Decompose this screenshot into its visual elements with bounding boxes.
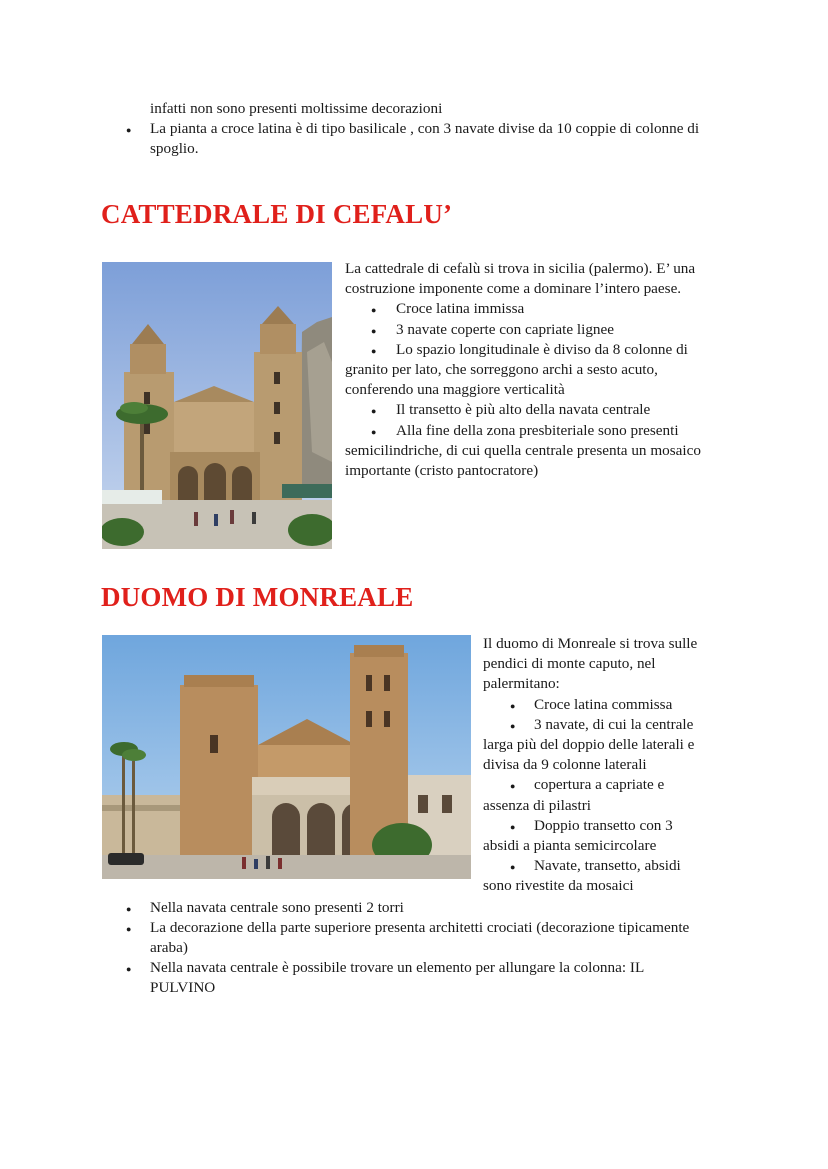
monreale-bullet: ● Nella navata centrale sono presenti 2 torri bbox=[150, 898, 710, 918]
monreale-bullet: ● Nella navata centrale è possibile trovare un elemento per allungare la colonna: IL PULVINO bbox=[150, 958, 710, 998]
monreale-heading: DUOMO DI MONREALE bbox=[101, 582, 414, 612]
monreale-item-continuation: absidi a pianta semicircolare bbox=[483, 837, 657, 855]
intro-continuation: infatti non sono presenti moltissime decorazioni bbox=[150, 100, 443, 117]
monreale-item: ● Doppio transetto con 3 bbox=[483, 816, 733, 836]
bullet-dot-icon: ● bbox=[510, 781, 516, 792]
bullet-dot-icon: ● bbox=[371, 305, 377, 316]
monreale-item: ● copertura a capriate e bbox=[483, 775, 733, 795]
monreale-bullet: ● La decorazione della parte superiore presenta architetti crociati (decorazione tipicamente araba) bbox=[150, 918, 710, 958]
monreale-item-continuation: larga più del doppio delle laterali e divisa da 9 colonne laterali bbox=[483, 736, 695, 774]
cefalu-intro: La cattedrale di cefalù si trova in sicilia (palermo). E’ una costruzione imponente come a dominare l’intero paese. bbox=[345, 260, 696, 298]
cefalu-item: ● Il transetto è più alto della navata centrale bbox=[345, 400, 725, 420]
intro-bullet-list bbox=[150, 119, 750, 159]
cefalu-item-continuation: granito per lato, che sorreggono archi a sesto acuto, conferendo una maggiore verticalità bbox=[345, 361, 658, 399]
cefalu-item: ● 3 navate coperte con capriate lignee bbox=[345, 320, 725, 340]
monreale-intro: Il duomo di Monreale si trova sulle pendici di monte caputo, nel palermitano: bbox=[483, 635, 698, 693]
monreale-bullet-list bbox=[150, 898, 710, 998]
cefalu-item: ● Croce latina immissa bbox=[345, 299, 725, 319]
monreale-description bbox=[483, 634, 733, 897]
cefalu-description bbox=[345, 259, 725, 481]
bullet-dot-icon: ● bbox=[371, 426, 377, 437]
monreale-cathedral-photo bbox=[102, 635, 471, 879]
cefalu-cathedral-photo bbox=[102, 262, 332, 549]
cefalu-item: ● Lo spazio longitudinale è diviso da 8 colonne di bbox=[345, 340, 725, 360]
bullet-dot-icon: ● bbox=[510, 862, 516, 873]
bullet-dot-icon: ● bbox=[371, 406, 377, 417]
monreale-item: ● Navate, transetto, absidi bbox=[483, 856, 733, 876]
intro-bullet: ● La pianta a croce latina è di tipo basilicale , con 3 navate divise da 10 coppie di colonne di spoglio. bbox=[150, 119, 750, 159]
bullet-dot-icon: ● bbox=[510, 700, 516, 711]
monreale-item-continuation: assenza di pilastri bbox=[483, 796, 591, 814]
monreale-item: ● 3 navate, di cui la centrale bbox=[483, 715, 733, 735]
bullet-dot-icon: ● bbox=[371, 345, 377, 356]
intro-block bbox=[150, 99, 750, 159]
cefalu-item: ● Alla fine della zona presbiteriale sono presenti bbox=[345, 421, 725, 441]
cefalu-heading: CATTEDRALE DI CEFALU’ bbox=[101, 199, 453, 229]
bullet-dot-icon: ● bbox=[510, 821, 516, 832]
monreale-item: ● Croce latina commissa bbox=[483, 695, 733, 715]
bullet-dot-icon: ● bbox=[371, 325, 377, 336]
cefalu-item-continuation: semicilindriche, di cui quella centrale presenta un mosaico importante (cristo pantocratore) bbox=[345, 441, 701, 480]
monreale-item-continuation: sono rivestite da mosaici bbox=[483, 877, 634, 895]
bullet-dot-icon: ● bbox=[510, 720, 516, 731]
